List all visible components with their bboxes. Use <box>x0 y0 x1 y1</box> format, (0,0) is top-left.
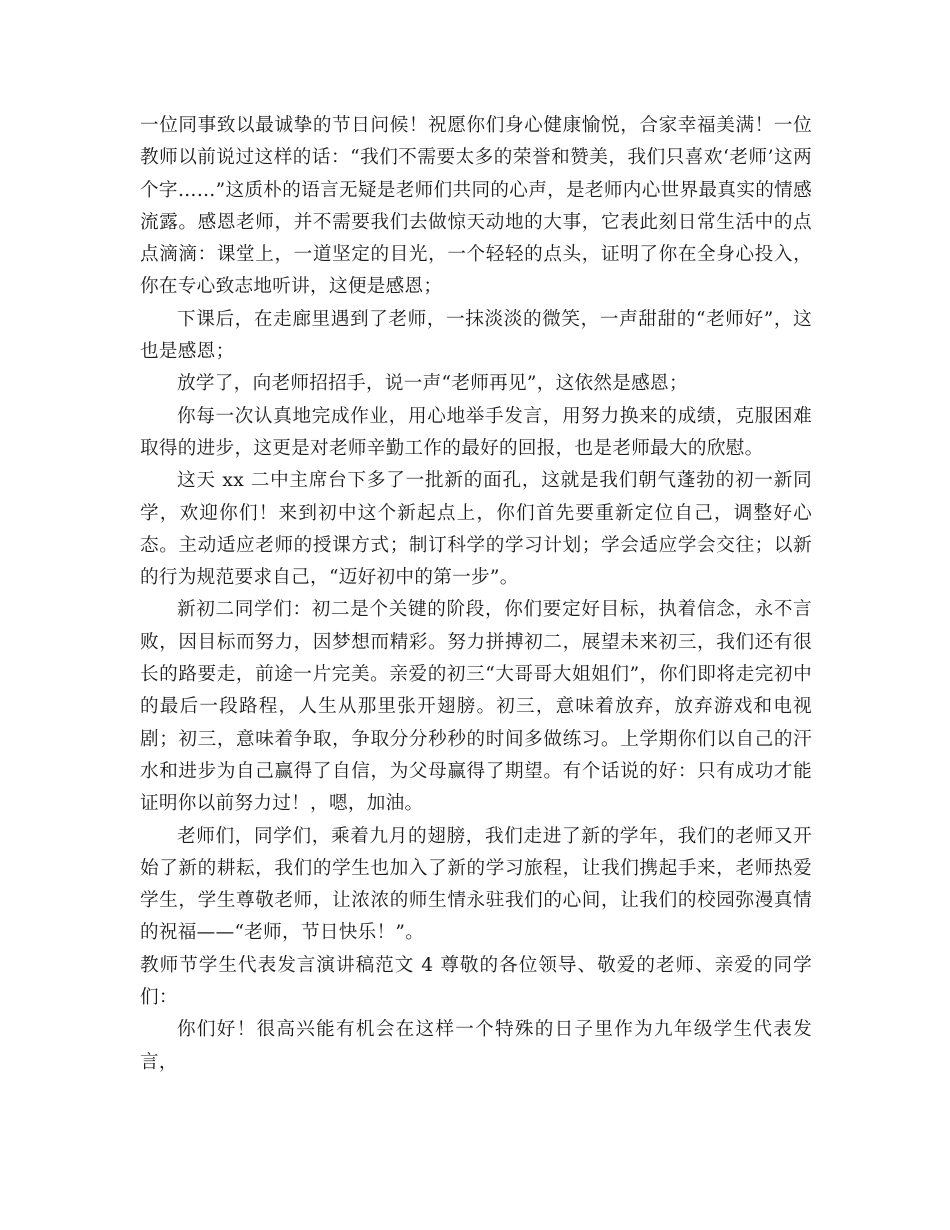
paragraph-1: 一位同事致以最诚挚的节日问候！祝愿你们身心健康愉悦，合家幸福美满！一位教师以前说过这样的话：“我们不需要太多的荣誉和赞美，我们只喜欢‘老师’这两个字……”这质朴的语言无疑是老师们共同的心声，是老师内心世界最真实的情感流露。感恩老师，并不需要我们去做惊天动地的大事，它表此刻日常生活中的点点滴滴：课堂上，一道坚定的目光，一个轻轻的点头，证明了你在全身心投入，你在专心致志地听讲，这便是感恩； <box>140 115 812 298</box>
paragraph-3: 放学了，向老师招招手，说一声“老师再见”，这依然是感恩； <box>177 373 688 395</box>
paragraph-2: 下课后，在走廊里遇到了老师，一抹淡淡的微笑，一声甜甜的“老师好”，这也是感恩； <box>140 308 812 363</box>
paragraph-8-heading: 教师节学生代表发言演讲稿范文 4 尊敬的各位领导、敬爱的老师、亲爱的同学们： <box>140 954 812 1009</box>
paragraph-7: 老师们，同学们，乘着九月的翅膀，我们走进了新的学年，我们的老师又开始了新的耕耘，我们的学生也加入了新的学习旅程，让我们携起手来，老师热爱学生，学生尊敬老师，让浓浓的师生情永驻我们的心间，让我们的校园弥漫真情的祝福——“老师，节日快乐！”。 <box>140 825 812 944</box>
paragraph-9: 你们好！很高兴能有机会在这样一个特殊的日子里作为九年级学生代表发言， <box>140 1019 812 1073</box>
paragraph-5: 这天 xx 二中主席台下多了一批新的面孔，这就是我们朝气蓬勃的初一新同学，欢迎你们！来到初中这个新起点上，你们首先要重新定位自己，调整好心态。主动适应老师的授课方式；制订科学的学习计划；学会适应学会交往；以新的行为规范要求自己，“迈好初中的第一步”。 <box>140 470 812 589</box>
paragraph-4: 你每一次认真地完成作业，用心地举手发言，用努力换来的成绩，克服困难取得的进步，这更是对老师辛勤工作的最好的回报，也是老师最大的欣慰。 <box>140 405 812 459</box>
document-body <box>140 110 812 1079</box>
paragraph-6: 新初二同学们：初二是个关键的阶段，你们要定好目标，执着信念，永不言败，因目标而努力，因梦想而精彩。努力拼搏初二，展望未来初三，我们还有很长的路要走，前途一片完美。亲爱的初三“大哥哥大姐姐们”，你们即将走完初中的最后一段路程，人生从那里张开翅膀。初三，意味着放弃，放弃游戏和电视剧；初三，意味着争取，争取分分秒秒的时间多做练习。上学期你们以自己的汗水和进步为自己赢得了自信，为父母赢得了期望。有个话说的好：只有成功才能证明你以前努力过！，嗯，加油。 <box>140 599 812 815</box>
